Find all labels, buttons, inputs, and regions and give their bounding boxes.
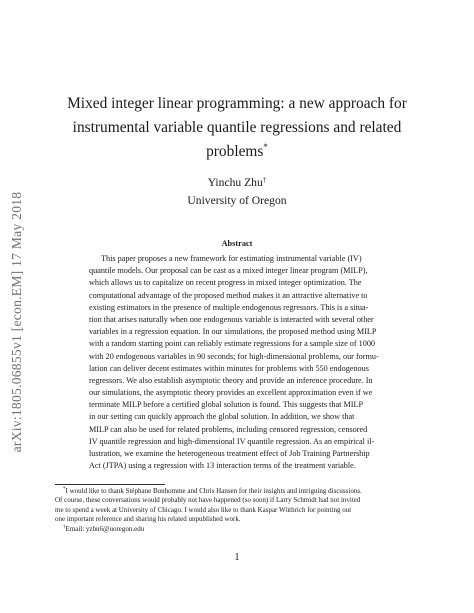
footnote-divider (55, 484, 165, 485)
abstract-line: This paper proposes a new framework for estimating instrumental variable (IV) (101, 254, 362, 263)
abstract-line: computational advantage of the proposed method makes it an attractive alternative to (89, 290, 368, 300)
author-footnote-mark: † (262, 176, 267, 184)
abstract-line: in our setting can quickly approach the global solution. In addition, we show that (89, 412, 355, 422)
footnote-mark: * (63, 487, 66, 492)
abstract-body (89, 253, 385, 472)
abstract-line: lustration, we examine the heterogeneous treatment effect of Job Training Partnership (89, 449, 370, 458)
abstract-line: with 20 endogenous variables in 90 seconds; for high-dimensional problems, our formu- (89, 351, 379, 361)
arxiv-identifier-stamp (1, 150, 33, 495)
abstract-line: IV quantile regression and high-dimensional IV quantile regression. As an empirical il- (89, 436, 375, 446)
abstract-heading: Abstract (221, 239, 253, 248)
abstract-line: variables in a regression equation. In our simulations, the proposed method using MILP (89, 327, 377, 337)
footnote-mark: † (63, 525, 66, 530)
paper-title (40, 92, 434, 164)
title-line-text: problems (206, 143, 264, 160)
abstract-line: Act (JTPA) using a regression with 13 interaction terms of the treatment variable. (89, 461, 356, 471)
page-number: 1 (234, 552, 240, 563)
abstract-line: quantile models. Our proposal can be cast as a mixed integer linear program (MILP), (89, 266, 368, 276)
abstract-line: MILP can also be used for related problems, including censored regression, censored (89, 424, 368, 434)
footnote-acknowledgments (55, 487, 419, 525)
abstract-line: regressors. We also establish asymptotic theory and provide an inference procedure. In (89, 375, 373, 385)
author-affiliation: University of Oregon (187, 194, 287, 207)
abstract-line: lation can deliver decent estimates within minutes for problems with 550 endogenous (89, 363, 369, 373)
arxiv-identifier-text: arXiv:1805.06855v1 [econ.EM] 17 May 2018 (9, 191, 24, 453)
footnote-line: Of course, these conversations would probably not have happened (so soon) if Larry Schmidt had not invited (55, 496, 361, 505)
abstract-line: existing estimators in the presence of multiple endogenous regressors. This is a situa- (89, 302, 369, 312)
author-name (60, 176, 414, 189)
footnote-line (55, 525, 419, 534)
abstract-line: terminate MILP before a certified global solution is found. This suggests that MILP (89, 400, 364, 410)
footnote-line-text: I would like to thank Stéphane Bonhomme and Chris Hansen for their insights and intriguing discussions. (65, 487, 362, 495)
title-line: Mixed integer linear programming: a new approach for (67, 95, 407, 112)
abstract-line: our simulations, the asymptotic theory provides an excellent approximation even if we (89, 388, 373, 398)
abstract-line: with a random starting point can reliably estimate regressions for a sample size of 1000 (89, 339, 376, 349)
title-line: instrumental variable quantile regressions and related (72, 119, 402, 136)
footnote-email (55, 525, 419, 534)
abstract-line: which allows us to capitalize on recent progress in mixed integer optimization. The (89, 278, 362, 288)
footnote-email-text: Email: yzhu6@uoregon.edu (65, 525, 145, 533)
footnote-line: one important reference and sharing his related unpublished work. (55, 515, 241, 524)
footnote-line (55, 487, 419, 496)
title-line (40, 140, 434, 164)
title-footnote-mark: * (263, 142, 268, 152)
author-name-text: Yinchu Zhu (207, 176, 263, 189)
abstract-line: tion that arises naturally when one endogenous variable is interacted with several other (89, 314, 374, 324)
footnote-line: me to spend a week at University of Chicago. I would also like to thank Kaspar Wüthrich for pointing out (55, 505, 352, 514)
